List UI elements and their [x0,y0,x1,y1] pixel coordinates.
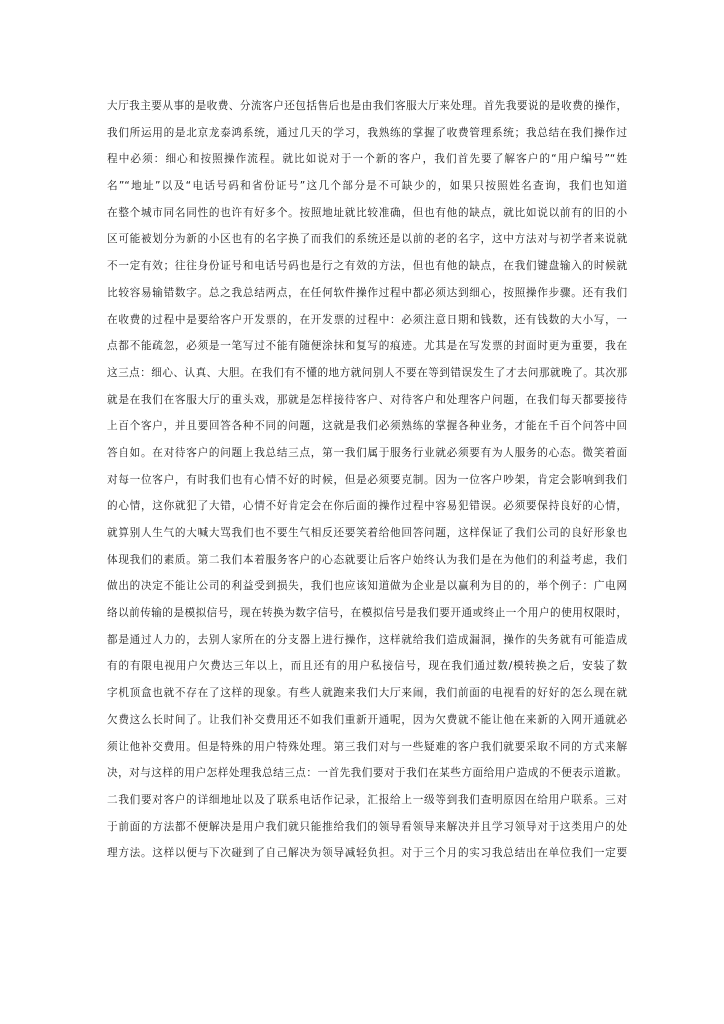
text-line: 须让他补交费用。但是特殊的用户特殊处理。第三我们对与一些疑难的客户我们就要采取不同的方式来解 [107,740,627,753]
text-line: 字机顶盒也就不存在了这样的现象。有些人就跑来我们大厅来闹，我们前面的电视看的好好的怎么现在就 [107,687,627,700]
text-line: 答自如。在对待客户的问题上我总结三点，第一我们属于服务行业就必须要有为人服务的心态。微笑着面 [107,446,627,459]
text-line: 区可能被划分为新的小区也有的名字换了而我们的系统还是以前的老的名字，这中方法对与初学者来说就 [107,233,627,246]
text-line: 体现我们的素质。第二我们本着服务客户的心态就要让后客户始终认为我们是在为他们的利益考虑，我们 [107,553,627,566]
text-line: 大厅我主要从事的是收费、分流客户还包括售后也是由我们客服大厅来处理。首先我要说的是收费的操作， [107,100,627,112]
text-line: 上百个客户，并且要回答各种不同的问题，这就是我们必须熟练的掌握各种业务，才能在千百个问答中回 [107,420,627,433]
text-line: 都是通过人力的，去别人家所在的分支器上进行操作，这样就给我们造成漏洞，操作的失务就有可能造成 [107,633,627,646]
text-line: 在收费的过程中是要给客户开发票的，在开发票的过程中：必须注意日期和钱数，还有钱数的大小写，一 [107,313,627,326]
text-line: 我们所运用的是北京龙泰鸿系统，通过几天的学习，我熟练的掌握了收费管理系统；我总结在我们操作过 [107,126,627,139]
text-line: 比较容易输错数字。总之我总结两点，在任何软件操作过程中都必须达到细心，按照操作步骤。还有我们 [107,286,627,299]
text-line: 的心情，这你就犯了大错，心情不好肯定会在你后面的操作过程中容易犯错误。必须要保持良好的心情， [107,500,627,513]
text-line: 就是在我们在客服大厅的重头戏，那就是怎样接待客户、对待客户和处理客户问题，在我们每天都要接待 [107,393,627,406]
text-line: 名”“地址”以及“电话号码和省份证号”这几个部分是不可缺少的，如果只按照姓名查询，我们也知道 [107,180,627,193]
text-line: 欠费这么长时间了。让我们补交费用还不如我们重新开通呢，因为欠费就不能让他在来新的入网开通就必 [107,713,627,726]
text-line: 在整个城市同名同性的也许有好多个。按照地址就比较准确，但也有他的缺点，就比如说以前有的旧的小 [107,206,627,219]
text-line: 程中必须：细心和按照操作流程。就比如说对于一个新的客户，我们首先要了解客户的“用户编号”“姓 [107,153,627,166]
text-line: 理方法。这样以便与下次碰到了自己解决为领导减轻负担。对于三个月的实习我总结出在单位我们一定要 [107,847,627,860]
text-line: 对每一位客户，有时我们也有心情不好的时候，但是必须要克制。因为一位客户吵架，肯定会影响到我们 [107,473,627,486]
text-line: 络以前传输的是模拟信号，现在转换为数字信号，在模拟信号是我们要开通或终止一个用户的使用权限时， [107,607,627,620]
text-line: 这三点：细心、认真、大胆。在我们有不懂的地方就问别人不要在等到错误发生了才去问那就晚了。其次那 [107,366,627,379]
text-line: 不一定有效；往往身份证号和电话号码也是行之有效的方法，但也有他的缺点，在我们键盘输入的时候就 [107,260,627,273]
text-line: 二我们要对客户的详细地址以及了联系电话作记录，汇报给上一级等到我们查明原因在给用户联系。三对 [107,793,627,806]
body-text [107,93,627,867]
text-line: 决，对与这样的用户怎样处理我总结三点：一首先我们要对于我们在某些方面给用户造成的不便表示道歉。 [107,767,627,780]
text-line: 做出的决定不能让公司的利益受到损失，我们也应该知道做为企业是以赢利为目的的，举个例子：广电网 [107,580,627,593]
text-line: 就算别人生气的大喊大骂我们也不要生气相反还要笑着给他回答问题，这样保证了我们公司的良好形象也 [107,527,627,539]
text-line: 点都不能疏忽，必须是一笔写过不能有随便涂抹和复写的痕迹。尤其是在写发票的封面时更为重要，我在 [107,340,627,353]
text-line: 有的有限电视用户欠费达三年以上，而且还有的用户私接信号，现在我们通过数/模转换之后，安装了数 [107,660,627,673]
text-line: 于前面的方法都不便解决是用户我们就只能推给我们的领导看领导来解决并且学习领导对于这类用户的处 [107,820,627,833]
